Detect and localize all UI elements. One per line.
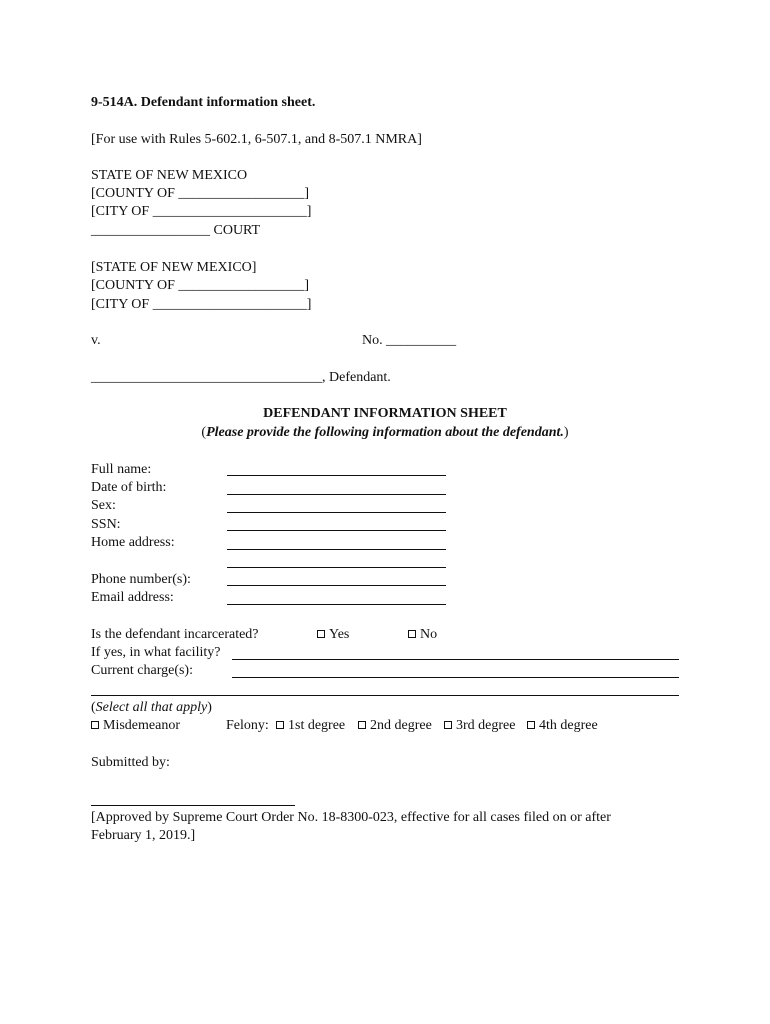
checkbox-icon[interactable]	[358, 721, 366, 729]
sex-label: Sex:	[91, 498, 116, 513]
ssn-label: SSN:	[91, 517, 121, 532]
incarcerated-question: Is the defendant incarcerated?	[91, 627, 259, 642]
charges-label: Current charge(s):	[91, 663, 193, 678]
phone-field[interactable]	[227, 585, 446, 586]
approval-note-line-1: [Approved by Supreme Court Order No. 18-8300-023, effective for all cases filed on or after	[91, 810, 611, 825]
checkbox-icon[interactable]	[444, 721, 452, 729]
checkbox-icon[interactable]	[276, 721, 284, 729]
home-address-field-line-1[interactable]	[227, 549, 446, 550]
date-of-birth-field[interactable]	[227, 494, 446, 495]
felony-label: Felony:	[226, 718, 269, 733]
document-title: 9-514A. Defendant information sheet.	[91, 95, 316, 110]
plaintiff-state: [STATE OF NEW MEXICO]	[91, 260, 257, 275]
versus-label: v.	[91, 333, 101, 348]
incarcerated-no-option[interactable]: No	[408, 626, 437, 644]
caption-county: [COUNTY OF __________________]	[91, 186, 310, 201]
charges-field-line-2[interactable]	[91, 695, 679, 696]
checkbox-icon[interactable]	[408, 630, 416, 638]
checkbox-icon[interactable]	[91, 721, 99, 729]
facility-label: If yes, in what facility?	[91, 645, 221, 660]
ssn-field[interactable]	[227, 530, 446, 531]
email-field[interactable]	[227, 604, 446, 605]
case-number[interactable]: No. __________	[362, 333, 457, 348]
misdemeanor-option[interactable]: Misdemeanor	[91, 717, 180, 735]
felony-3rd-degree-option[interactable]: 3rd degree	[444, 717, 515, 735]
full-name-field[interactable]	[227, 475, 446, 476]
checkbox-icon[interactable]	[317, 630, 325, 638]
felony-4th-degree-option[interactable]: 4th degree	[527, 717, 598, 735]
approval-note-line-2: February 1, 2019.]	[91, 828, 196, 843]
date-of-birth-label: Date of birth:	[91, 480, 167, 495]
submitted-by-label: Submitted by:	[91, 755, 170, 770]
incarcerated-yes-option[interactable]: Yes	[317, 626, 349, 644]
rules-note: [For use with Rules 5-602.1, 6-507.1, and 8-507.1 NMRA]	[91, 132, 422, 147]
sex-field[interactable]	[227, 512, 446, 513]
plaintiff-city: [CITY OF ______________________]	[91, 297, 312, 312]
full-name-label: Full name:	[91, 462, 152, 477]
caption-court: _________________ COURT	[91, 223, 261, 238]
signature-line[interactable]	[91, 805, 295, 806]
select-note: (Select all that apply)	[91, 700, 212, 715]
plaintiff-county: [COUNTY OF __________________]	[91, 278, 310, 293]
felony-1st-degree-option[interactable]: 1st degree	[276, 717, 345, 735]
home-address-label: Home address:	[91, 535, 175, 550]
checkbox-icon[interactable]	[527, 721, 535, 729]
phone-label: Phone number(s):	[91, 572, 191, 587]
home-address-field-line-2[interactable]	[227, 567, 446, 568]
defendant-line[interactable]: _________________________________, Defendant.	[91, 370, 391, 385]
sheet-instruction: (Please provide the following information about the defendant.)	[201, 425, 569, 440]
caption-city: [CITY OF ______________________]	[91, 204, 312, 219]
caption-state: STATE OF NEW MEXICO	[91, 168, 248, 183]
felony-2nd-degree-option[interactable]: 2nd degree	[358, 717, 432, 735]
email-label: Email address:	[91, 590, 174, 605]
charges-field-line-1[interactable]	[232, 677, 679, 678]
facility-field[interactable]	[232, 659, 679, 660]
sheet-heading: DEFENDANT INFORMATION SHEET	[263, 406, 507, 421]
